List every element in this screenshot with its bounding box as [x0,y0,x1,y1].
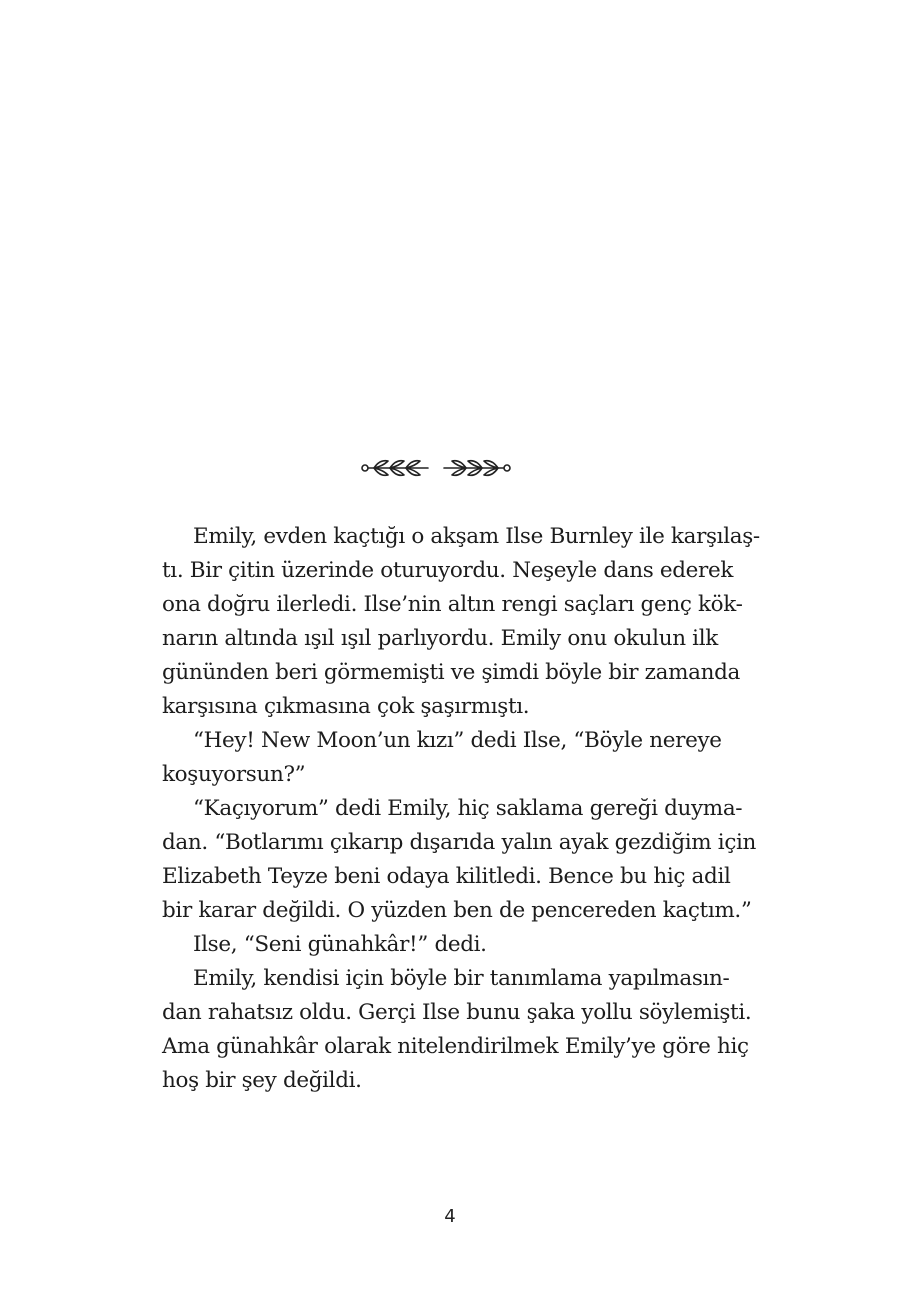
text-line: narın altında ışıl ışıl parlıyordu. Emily onu okulun ilk [162,626,718,651]
text-line: Emily, kendisi için böyle bir tanımlama yapılmasın- [193,966,730,991]
text-line: “Kaçıyorum” dedi Emily, hiç saklama gereği duyma- [193,796,743,821]
text-line: koşuyorsun?” [162,762,306,787]
text-line: ona doğru ilerledi. Ilse’nin altın rengi saçları genç kök- [162,592,743,617]
text-line: Emily, evden kaçtığı o akşam Ilse Burnley ile karşılaş- [193,524,760,549]
text-line: “Hey! New Moon’un kızı” dedi Ilse, “Böyle nereye [193,728,722,753]
leaf-divider-icon [358,453,514,483]
text-line: Ilse, “Seni günahkâr!” dedi. [193,932,487,957]
text-line: Ama günahkâr olarak nitelendirilmek Emily’ye göre hiç [162,1034,749,1059]
text-line: dan. “Botlarımı çıkarıp dışarıda yalın ayak gezdiğim için [162,830,757,855]
text-line: bir karar değildi. O yüzden ben de pencereden kaçtım.” [162,898,752,923]
story-text [162,520,760,1098]
text-line: Elizabeth Teyze beni odaya kilitledi. Bence bu hiç adil [162,864,731,889]
text-line: hoş bir şey değildi. [162,1068,362,1093]
text-line: dan rahatsız oldu. Gerçi Ilse bunu şaka yollu söylemişti. [162,1000,752,1025]
page-number: 4 [444,1206,456,1227]
text-line: karşısına çıkmasına çok şaşırmıştı. [162,694,530,719]
text-line: gününden beri görmemişti ve şimdi böyle bir zamanda [162,660,740,685]
text-line: tı. Bir çitin üzerinde oturuyordu. Neşeyle dans ederek [162,558,734,583]
